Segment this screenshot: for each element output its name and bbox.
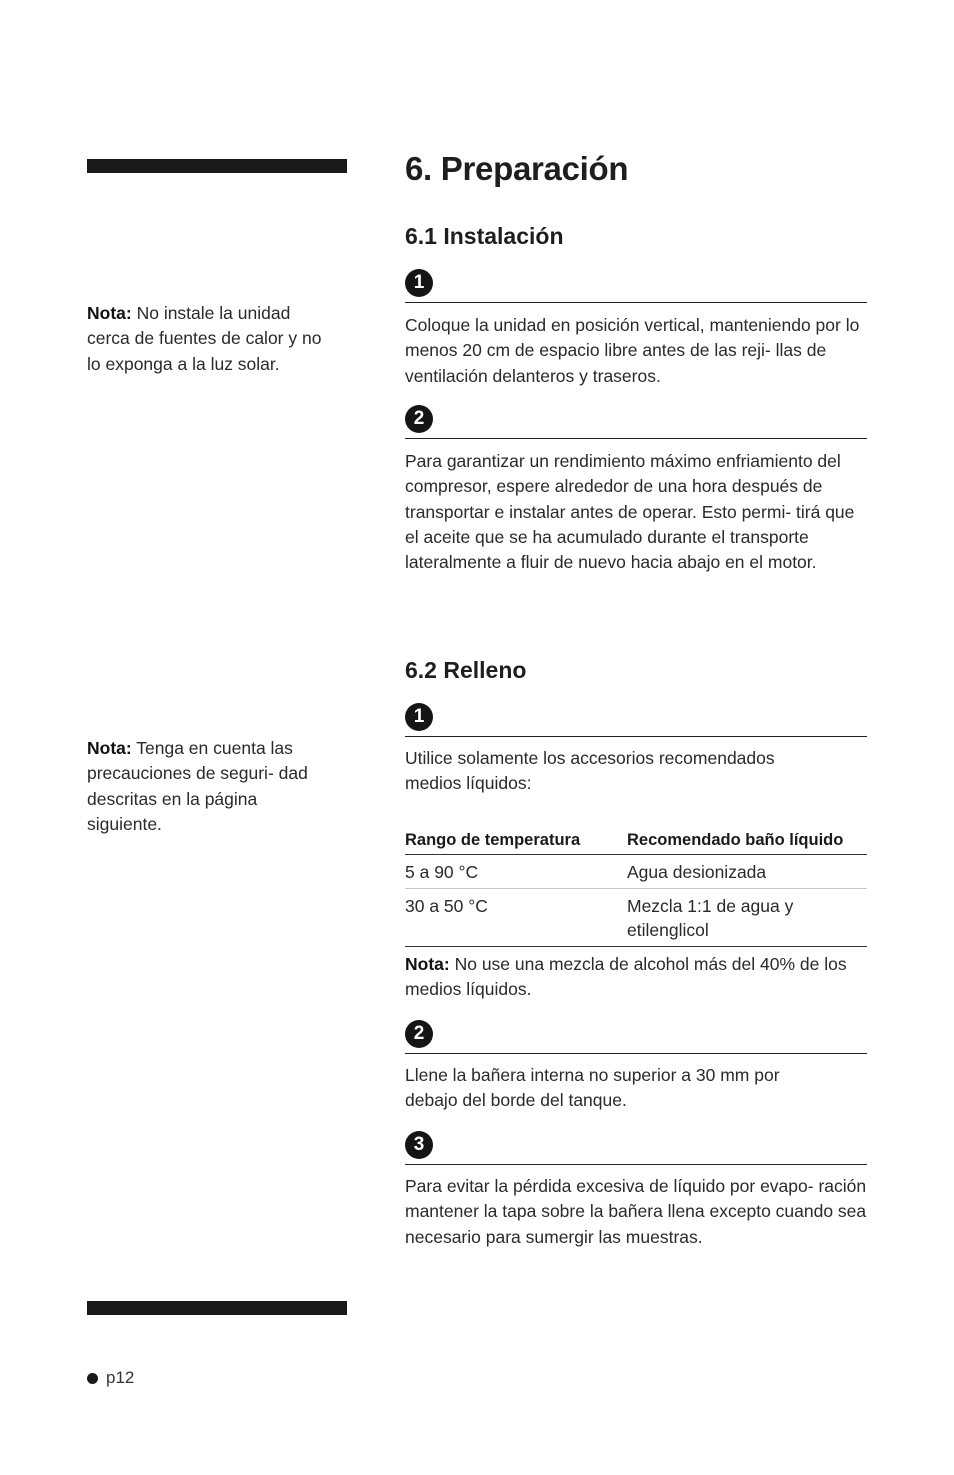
section-heading-installation: 6.1 Instalación: [405, 223, 564, 249]
step-text: Coloque la unidad en posición vertical, manteniendo por lo menos 20 cm de espacio libre antes de las reji- llas de ventilación delanteros y traseros.: [405, 315, 860, 386]
step-number-icon: 2: [405, 1020, 433, 1048]
column-header: Rango de temperatura: [405, 831, 581, 849]
step-marker-2: [405, 405, 867, 439]
side-note-heat: [87, 301, 322, 377]
page-footer: [87, 1368, 134, 1388]
step-number-icon: 1: [405, 269, 433, 297]
bottom-rule: [87, 1301, 347, 1315]
column-header: Recomendado baño líquido: [627, 831, 844, 849]
note-label: Nota:: [87, 303, 132, 323]
page-title: 6. Preparación: [405, 150, 629, 187]
page-number: p12: [106, 1368, 135, 1387]
table-cell: 5 a 90 °C: [405, 862, 479, 882]
step-text: Utilice solamente los accesorios recomendados medios líquidos:: [405, 748, 775, 794]
alcohol-note: [405, 952, 867, 1003]
step-marker-1: [405, 703, 867, 737]
step-text: Para evitar la pérdida excesiva de líquido por evapo- ración mantener la tapa sobre la bañera llena excepto cuando sea necesario para sumergir las muestras.: [405, 1176, 867, 1247]
note-text: No use una mezcla de alcohol más del 40% de los medios líquidos.: [405, 954, 847, 1000]
step-marker-1: [405, 269, 867, 303]
step-number-icon: 1: [405, 703, 433, 731]
step-number-icon: 3: [405, 1131, 433, 1159]
table-cell: 30 a 50 °C: [405, 895, 488, 916]
section-heading-filling: 6.2 Relleno: [405, 657, 527, 683]
note-text: No instale la unidad cerca de fuentes de calor y no lo exponga a la luz solar.: [87, 303, 322, 374]
table-row: [405, 889, 867, 947]
table-header: [405, 831, 867, 855]
step-text: Llene la bañera interna no superior a 30 mm por debajo del borde del tanque.: [405, 1065, 780, 1111]
table-row: [405, 855, 867, 889]
step-number-icon: 2: [405, 405, 433, 433]
table-cell: Mezcla 1:1 de agua y etilenglicol: [627, 895, 794, 940]
note-text: Tenga en cuenta las precauciones de seguri- dad descritas en la página siguiente.: [87, 738, 308, 835]
liquid-table: [405, 831, 867, 947]
step-marker-3: [405, 1131, 867, 1165]
step-text: Para garantizar un rendimiento máximo enfriamiento del compresor, espere alrededor de una hora después de transportar e instalar antes de operar. Esto permi- tirá que el aceite que se ha acumulado durante el transporte lateralmente a fluir de nuevo hacia abajo en el motor.: [405, 451, 855, 573]
note-label: Nota:: [87, 738, 132, 758]
table-cell: Agua desionizada: [627, 862, 767, 882]
bullet-icon: [87, 1373, 98, 1384]
side-note-safety: [87, 736, 322, 838]
step-marker-2: [405, 1020, 867, 1054]
note-label: Nota:: [405, 954, 450, 974]
top-rule: [87, 159, 347, 173]
